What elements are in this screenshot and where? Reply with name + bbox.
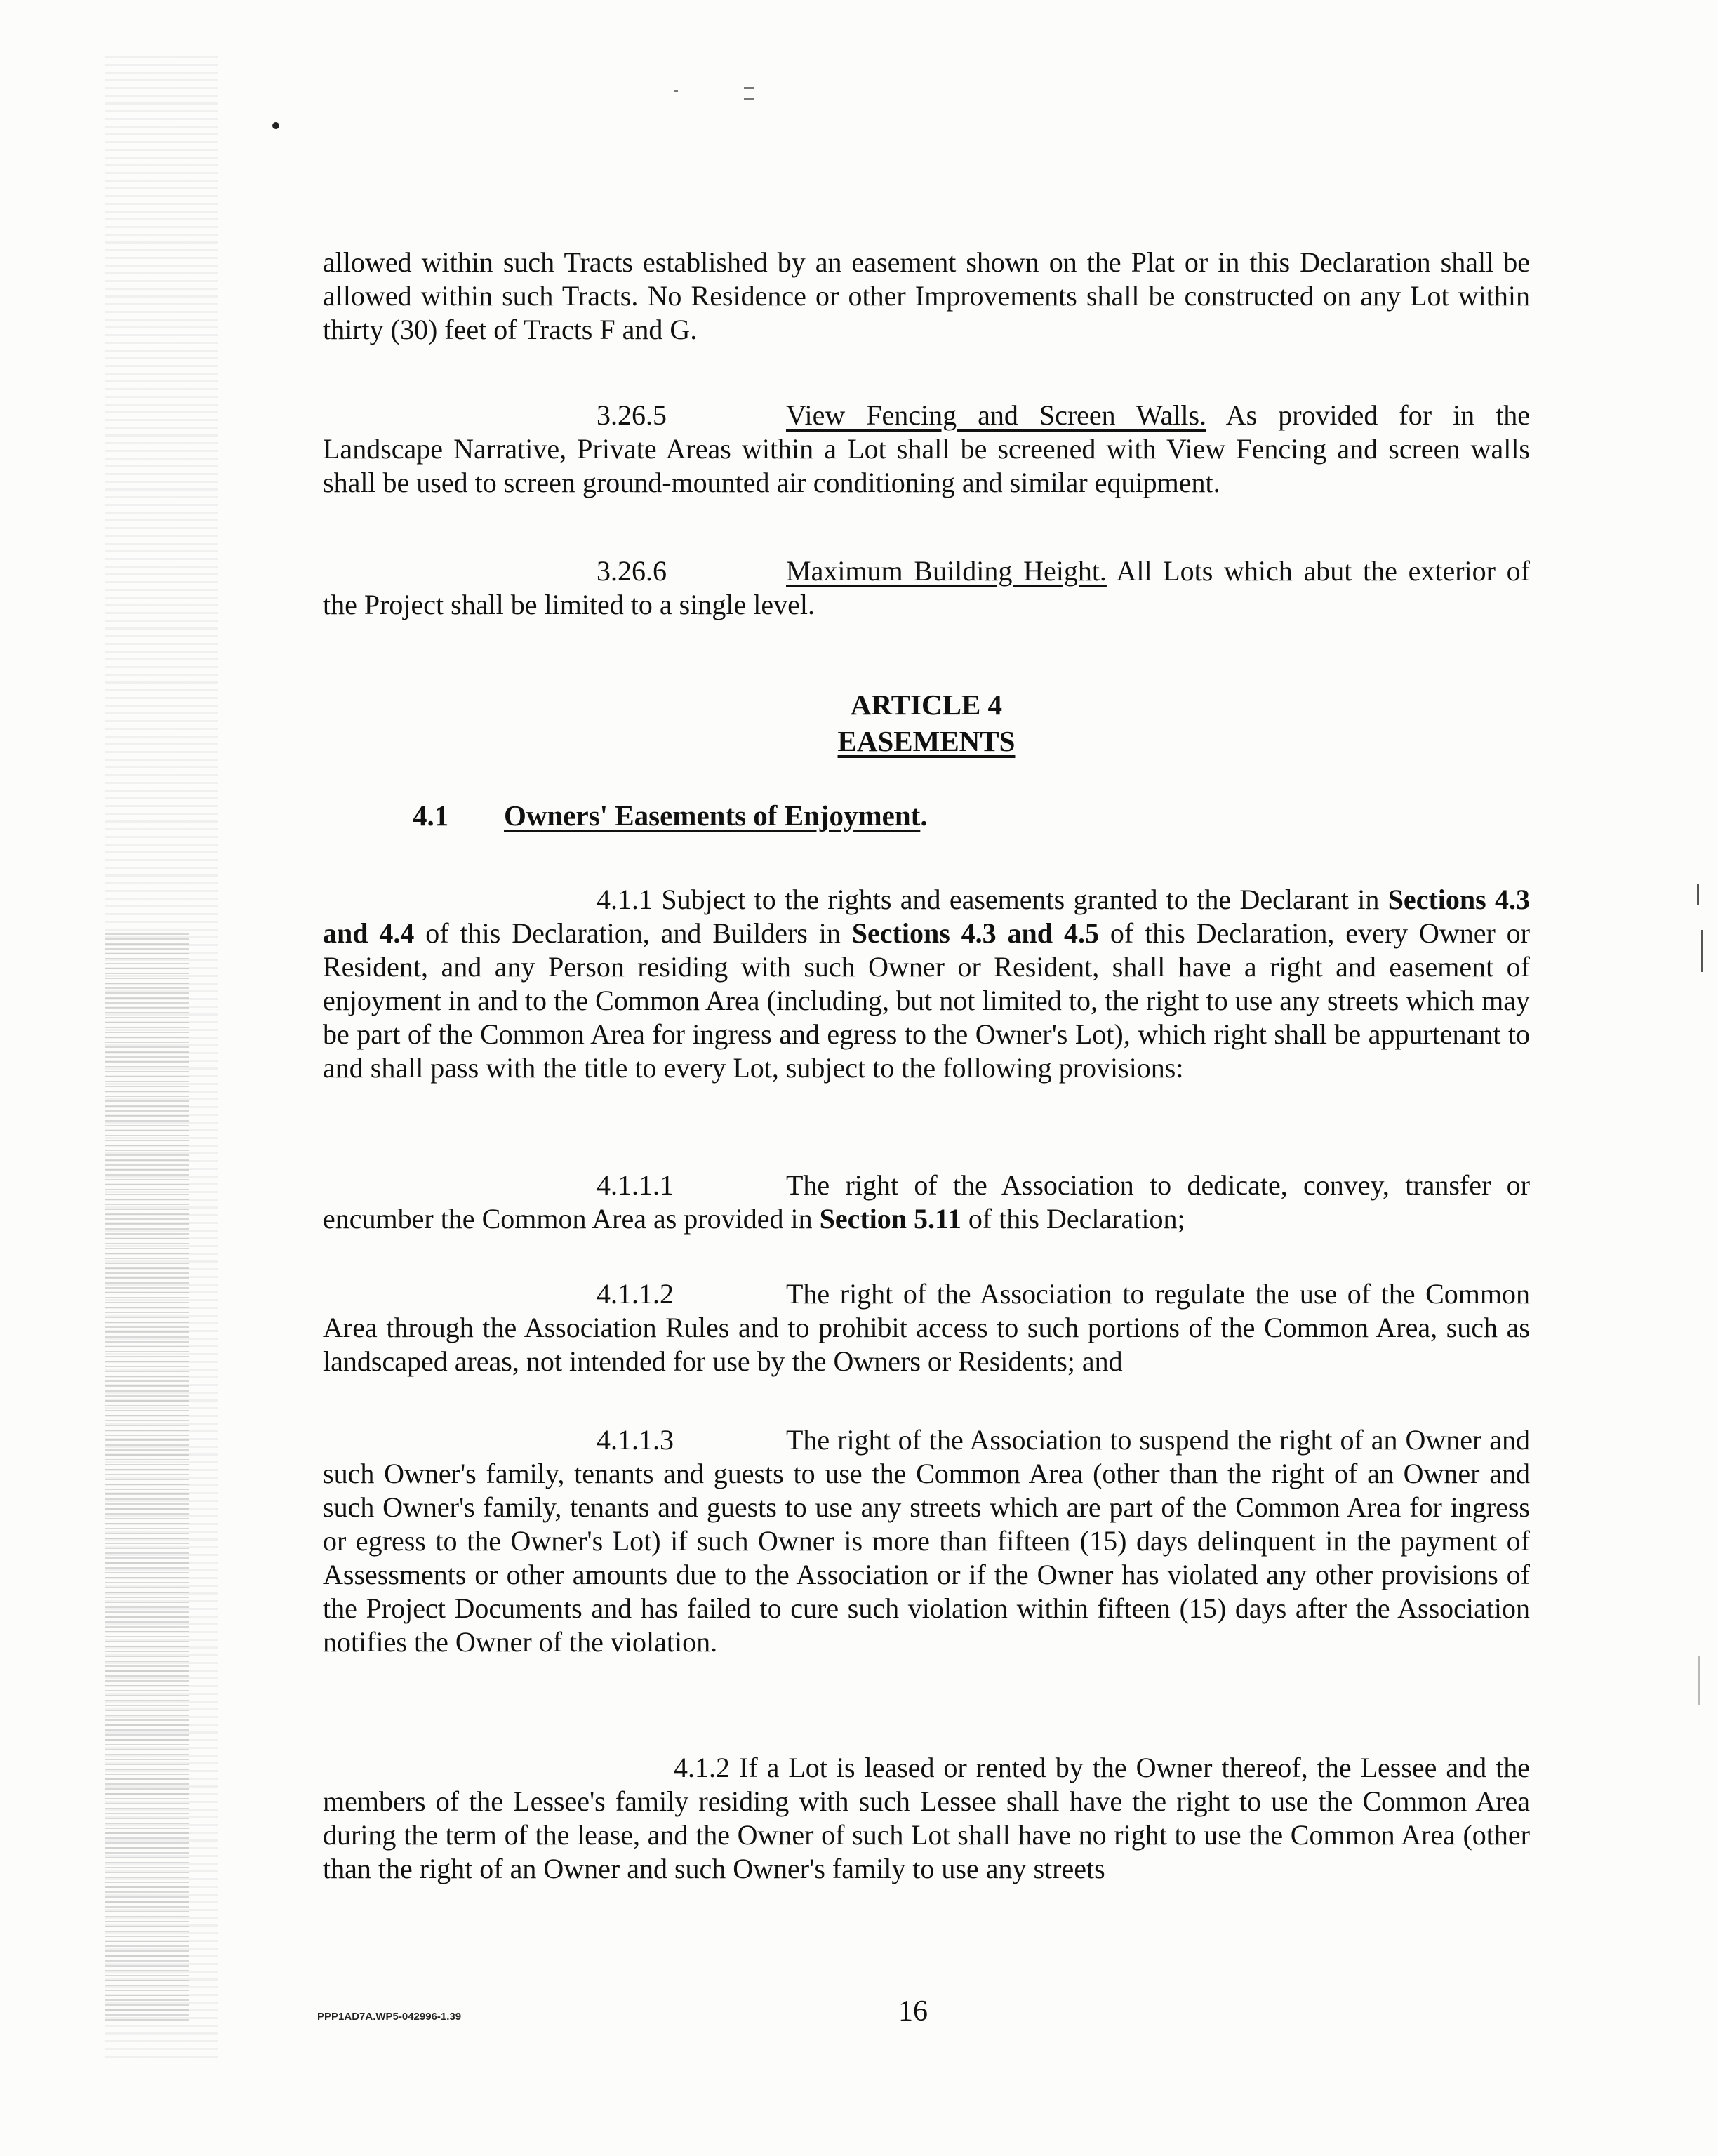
stray-dot — [272, 122, 279, 129]
paragraph-text: allowed within such Tracts established by an easement shown on the Plat or in this Declaration shall be allowed within such Tracts. No Residence or other Improvements shall be constructed on any Lot within thirty (30) feet of Tracts F and G. — [323, 246, 1530, 345]
section-ref-2: Sections 4.3 and 4.5 — [851, 917, 1099, 949]
section-4-1-1-2 — [323, 1277, 1530, 1378]
section-text-2: of this Declaration, and Builders in — [414, 917, 852, 949]
speck — [744, 87, 754, 89]
section-body: The right of the Association to suspend the right of an Owner and such Owner's family, tenants and guests to use the Common Area (other than the right of an Owner and such Owner's family, tenants and guests to use any streets which are part of the Common Area for ingress or egress to the Owner's Lot) if such Owner is more than fifteen (15) days delinquent in the payment of Assessments or other amounts due to the Association or if the Owner has violated any other provisions of the Project Documents and has failed to cure such violation within fifteen (15) days after the Association notifies the Owner of the violation. — [323, 1424, 1530, 1658]
section-body: All Lots which abut the exterior of the Project shall be limited to a single level. — [323, 555, 1531, 620]
section-title: Maximum Building Height. — [786, 555, 1107, 587]
section-body: If a Lot is leased or rented by the Owner thereof, the Lessee and the members of the Lessee's family residing with such Lessee shall have the right to use the Common Area during the term of the lease, and the Owner of such Lot shall have no right to use the Common Area (other than the right of an Owner and such Owner's family to use any streets — [323, 1752, 1531, 1884]
article-title: EASEMENTS — [837, 725, 1016, 757]
section-number: 4.1.2 — [674, 1752, 730, 1783]
speck — [674, 90, 678, 92]
section-title: View Fencing and Screen Walls. — [786, 399, 1207, 431]
section-4-1-heading — [413, 799, 928, 832]
section-text-1: The right of the Association to dedicate, convey, transfer or encumber the Common Area as provided in — [323, 1169, 1530, 1235]
section-body: As provided for in the Landscape Narrative, Private Areas within a Lot shall be screened with View Fencing and screen walls shall be used to screen ground-mounted air conditioning and similar equipment. — [323, 399, 1531, 498]
section-title: Owners' Easements of Enjoyment — [504, 799, 921, 832]
document-code: PPP1AD7A.WP5-042996-1.39 — [317, 2011, 462, 2023]
section-3-26-5 — [323, 399, 1530, 500]
section-number: 3.26.5 — [597, 399, 667, 431]
section-number: 4.1.1 — [597, 884, 653, 915]
right-edge-mark — [1701, 930, 1703, 972]
section-number: 4.1 — [413, 799, 449, 832]
section-body: The right of the Association to regulate the use of the Common Area through the Association Rules and to prohibit access to such portions of the Common Area, such as landscaped areas, not intended for use by the Owners or Residents; and — [323, 1278, 1530, 1377]
page-number: 16 — [898, 1995, 928, 2028]
section-text-1: Subject to the rights and easements granted to the Declarant in — [661, 884, 1388, 915]
section-ref: Section 5.11 — [819, 1203, 961, 1235]
section-number: 4.1.1.1 — [597, 1169, 674, 1201]
section-title-period: . — [920, 799, 928, 832]
article-heading — [323, 686, 1530, 759]
section-text-3: of this Declaration, every Owner or Resident, and any Person residing with such Owner or Resident, shall have a right and easement of enjoyment in and to the Common Area (including, but not limited to, the right to use any streets which may be part of the Common Area for ingress and egress to the Owner's Lot), which right shall be appurtenant to and shall pass with the title to every Lot, subject to the following provisions: — [323, 917, 1531, 1084]
speck — [744, 98, 754, 100]
section-3-26-6 — [323, 554, 1530, 622]
section-4-1-1 — [323, 883, 1530, 1085]
section-number: 3.26.6 — [597, 555, 667, 587]
article-label: ARTICLE 4 — [850, 688, 1003, 721]
paragraph-3-26-4-continued — [323, 246, 1530, 347]
section-4-1-2 — [323, 1751, 1530, 1886]
section-number: 4.1.1.3 — [597, 1424, 674, 1456]
section-number: 4.1.1.2 — [597, 1278, 674, 1310]
right-edge-mark — [1697, 884, 1699, 905]
section-ref-1: Sections 4.3 and 4.4 — [323, 884, 1531, 949]
scan-band-noise — [105, 933, 189, 2021]
section-4-1-1-3 — [323, 1423, 1530, 1659]
section-4-1-1-1 — [323, 1169, 1530, 1236]
section-text-2: of this Declaration; — [961, 1203, 1185, 1235]
right-edge-mark — [1698, 1656, 1700, 1705]
